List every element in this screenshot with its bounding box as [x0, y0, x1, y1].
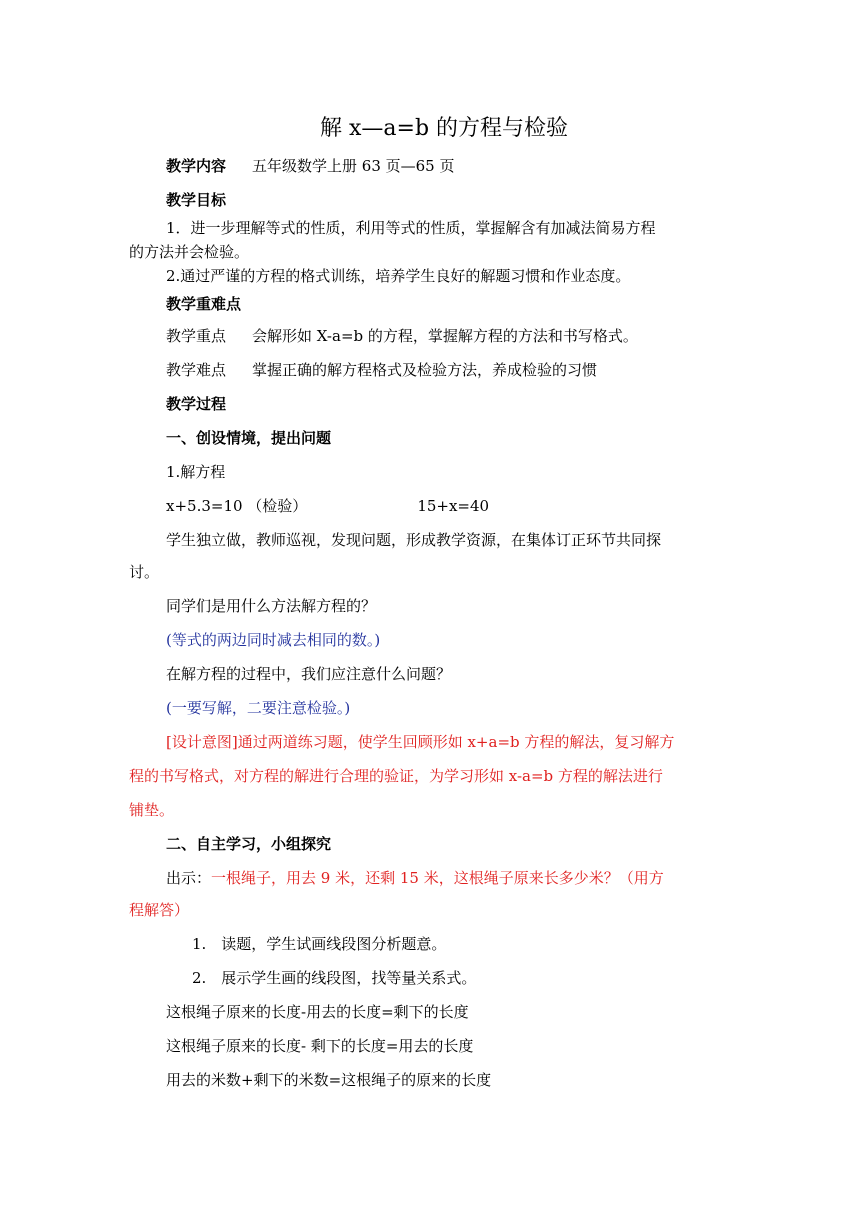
paragraph-1-line-1: 学生独立做，教师巡视，发现问题，形成教学资源，在集体订正环节共同探 — [166, 531, 662, 549]
goal-2: 2.通过严谨的方程的格式训练，培养学生良好的解题习惯和作业态度。 — [166, 267, 631, 285]
design-intent-line-1: [设计意图]通过两道练习题，使学生回顾形如 x+a=b 方程的解法，复习解方 — [166, 733, 675, 751]
equation-2: 15+x=40 — [417, 497, 490, 515]
show-problem-line-2: 程解答） — [129, 901, 190, 919]
difficulty-label: 教学难点 — [166, 361, 227, 379]
equations-row — [166, 496, 489, 516]
show-row — [166, 868, 664, 888]
answer-1: (等式的两边同时减去相同的数。) — [166, 631, 381, 649]
document-title: 解 x—a=b 的方程与检验 — [320, 116, 569, 141]
content-row — [166, 156, 455, 176]
show-problem-line-1: 一根绳子，用去 9 米，还剩 15 米，这根绳子原来长多少米？（用方 — [211, 869, 664, 887]
relation-1: 这根绳子原来的长度-用去的长度=剩下的长度 — [166, 1003, 469, 1021]
design-intent-line-2: 程的书写格式，对方程的解进行合理的验证，为学习形如 x-a=b 方程的解法进行 — [129, 767, 663, 785]
paragraph-1-line-2: 讨。 — [129, 563, 160, 581]
show-prefix: 出示： — [166, 869, 212, 887]
focus-label: 教学重点 — [166, 327, 227, 345]
focus-value: 会解形如 X-a=b 的方程，掌握解方程的方法和书写格式。 — [252, 327, 638, 345]
question-2: 在解方程的过程中，我们应注意什么问题？ — [166, 665, 452, 683]
focus-row — [166, 326, 638, 346]
answer-2: (一要写解，二要注意检验。) — [166, 699, 351, 717]
solve-label: 1.解方程 — [166, 463, 226, 481]
goal-1-line-2: 的方法并会检验。 — [129, 243, 250, 261]
design-intent-line-3: 铺垫。 — [129, 801, 175, 819]
difficulty-row — [166, 360, 597, 380]
process-heading: 教学过程 — [166, 395, 227, 413]
question-1: 同学们是用什么方法解方程的？ — [166, 597, 377, 615]
step-1: 1. 读题，学生试画线段图分析题意。 — [192, 935, 447, 953]
relation-2: 这根绳子原来的长度- 剩下的长度=用去的长度 — [166, 1037, 474, 1055]
equation-1: x+5.3=10 （检验） — [166, 497, 308, 515]
section-2-heading: 二、自主学习，小组探究 — [166, 835, 332, 853]
content-label: 教学内容 — [166, 157, 227, 175]
goal-1-line-1: 1．进一步理解等式的性质，利用等式的性质，掌握解含有加减法简易方程 — [166, 219, 656, 237]
relation-3: 用去的米数+剩下的米数=这根绳子的原来的长度 — [166, 1071, 492, 1089]
keypoints-heading: 教学重难点 — [166, 295, 242, 313]
step-2: 2. 展示学生画的线段图，找等量关系式。 — [192, 969, 477, 987]
section-1-heading: 一、创设情境，提出问题 — [166, 429, 332, 447]
goals-heading: 教学目标 — [166, 191, 227, 209]
content-value: 五年级数学上册 63 页—65 页 — [252, 157, 455, 175]
difficulty-value: 掌握正确的解方程格式及检验方法，养成检验的习惯 — [252, 361, 598, 379]
